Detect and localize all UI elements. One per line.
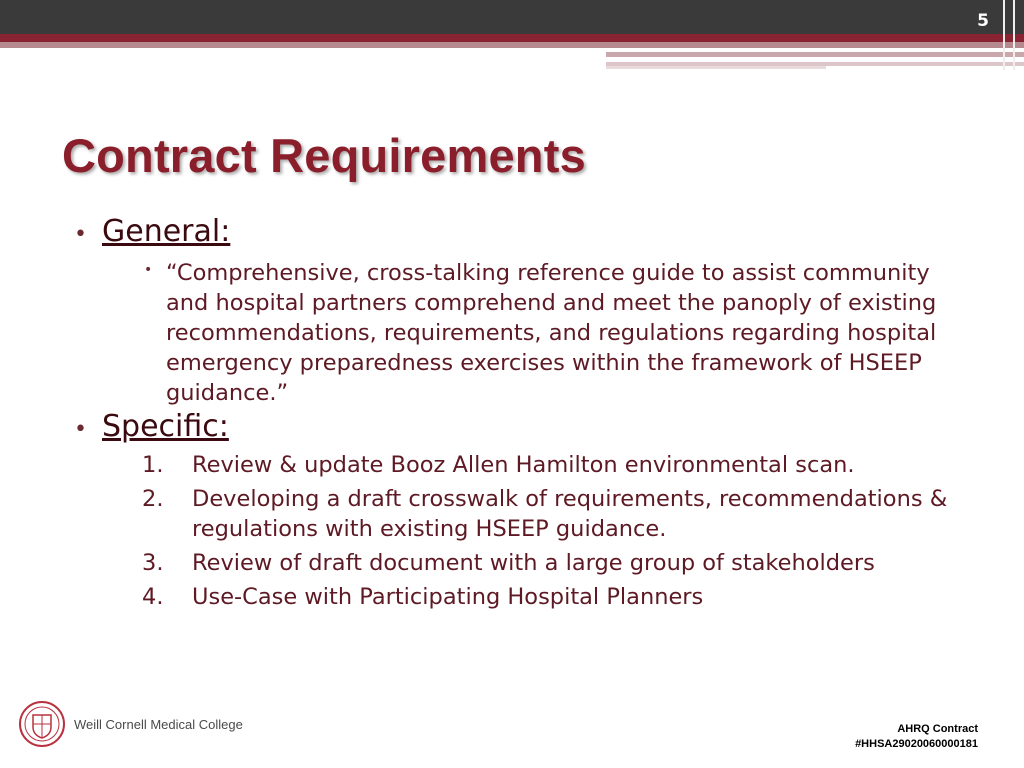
section-general [74,214,230,249]
contract-number: #HHSA29020060000181 [855,738,978,750]
header-band-mid [0,42,1024,48]
section-specific [74,409,229,444]
college-name: Weill Cornell Medical College [74,716,243,732]
list-item [142,450,1002,480]
list-item-text: Review of draft document with a large group of stakeholders [192,550,875,576]
cornell-seal-icon [18,700,66,748]
general-quote-text: “Comprehensive, cross-talking reference guide to assist community and hospital partners comprehend and meet the panoply of existing recommendations, requirements, and regulations regarding hospital emergency preparedness exercises within the framework of HSEEP guidance.” [166,260,937,406]
bullet-icon: • [74,417,87,442]
header-band-light [606,52,1024,57]
header-divider [1003,0,1005,70]
slide-number: 5 [977,11,989,31]
header-band-light [606,66,826,69]
contract-info [855,722,978,752]
list-item-number: 3. [142,550,164,576]
list-item [142,548,1002,578]
list-item-number: 2. [142,486,164,512]
list-item-number: 1. [142,452,164,478]
bullet-icon: • [74,222,87,247]
header-band-dark [0,34,1024,42]
section-label-specific: Specific: [102,409,229,444]
specific-list [142,450,1002,616]
bullet-icon: • [144,262,153,278]
list-item-text: Use-Case with Participating Hospital Planners [192,584,704,610]
header-divider [1013,0,1015,70]
college-logo [18,700,243,748]
list-item [142,582,1002,612]
section-label-general: General: [102,214,231,249]
list-item-text: Review & update Booz Allen Hamilton environmental scan. [192,452,855,478]
list-item [142,484,1002,544]
list-item-number: 4. [142,584,164,610]
slide-title: Contract Requirements [62,129,586,182]
contract-label: AHRQ Contract [897,723,978,735]
list-item-text: Developing a draft crosswalk of requirements, recommendations & regulations with existing HSEEP guidance. [192,486,948,542]
general-description [144,258,964,408]
header-bar [0,0,1024,34]
